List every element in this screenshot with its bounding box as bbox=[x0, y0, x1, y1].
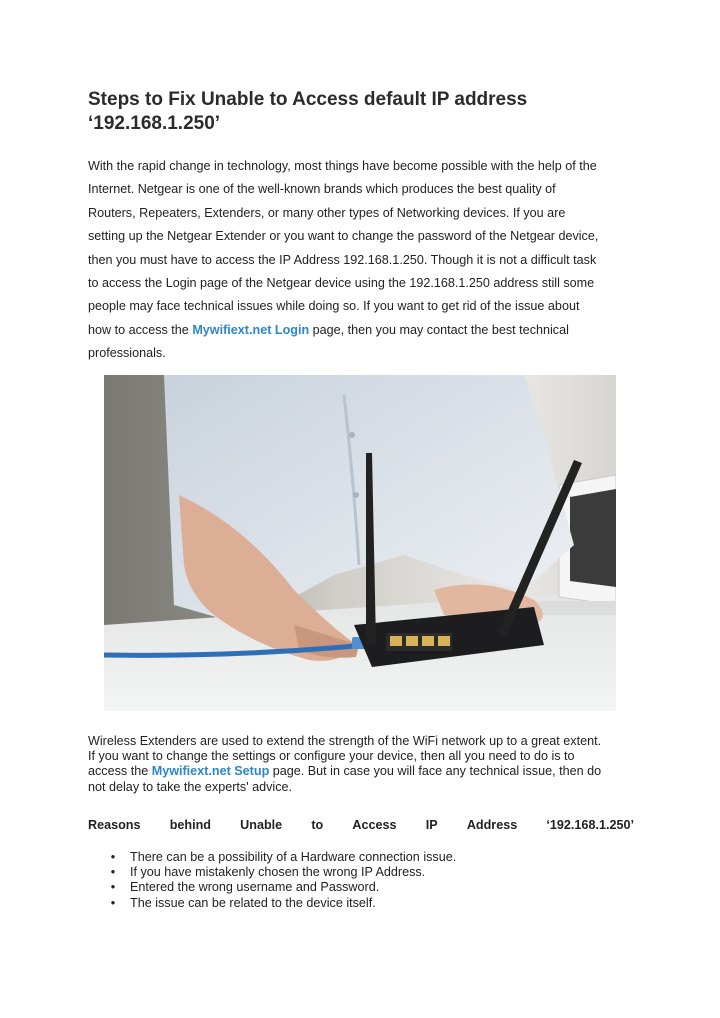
heading-word: IP bbox=[425, 818, 438, 832]
list-item-text: If you have mistakenly chosen the wrong IP Address. bbox=[130, 865, 426, 880]
page-title-line-1: Steps to Fix Unable to Access default IP address bbox=[88, 89, 528, 110]
bullet-icon: • bbox=[110, 895, 116, 910]
list-item-text: There can be a possibility of a Hardware connection issue. bbox=[130, 850, 457, 864]
intro-line: then you must have to access the IP Address 192.168.1.250. Though it is not a difficult task bbox=[88, 252, 597, 267]
heading-word: Unable bbox=[240, 818, 283, 832]
intro-text: how to access the bbox=[88, 322, 193, 337]
bullet-icon: • bbox=[110, 880, 116, 895]
para2-line: not delay to take the experts' advice. bbox=[88, 779, 293, 794]
para2-text: access the bbox=[88, 764, 152, 779]
intro-line-with-link bbox=[88, 319, 648, 342]
intro-line: Internet. Netgear is one of the well-known brands which produces the best quality of bbox=[88, 182, 556, 197]
page-title-line-2: ‘192.168.1.250’ bbox=[88, 113, 221, 134]
heading-word: behind bbox=[169, 818, 211, 832]
list-item bbox=[108, 850, 456, 865]
bullet-icon: • bbox=[110, 865, 116, 880]
page-title bbox=[88, 88, 648, 136]
list-item bbox=[108, 896, 456, 911]
list-item-text: Entered the wrong username and Password. bbox=[130, 880, 380, 895]
para2-line-with-link bbox=[88, 764, 634, 779]
list-item-text: The issue can be related to the device itself. bbox=[130, 895, 376, 910]
intro-line: professionals. bbox=[88, 346, 166, 361]
list-item bbox=[108, 865, 456, 880]
heading-word: Access bbox=[352, 818, 397, 832]
heading-word: Reasons bbox=[88, 818, 141, 832]
intro-paragraph bbox=[88, 155, 648, 366]
list-item bbox=[108, 880, 456, 895]
heading-word: ‘192.168.1.250’ bbox=[546, 818, 634, 832]
mywifiext-setup-link[interactable]: Mywifiext.net Setup bbox=[151, 764, 270, 779]
para2-text: page. But in case you will face any technical issue, then do bbox=[269, 764, 602, 779]
intro-line: Routers, Repeaters, Extenders, or many other types of Networking devices. If you are bbox=[88, 205, 566, 220]
mywifiext-login-link[interactable]: Mywifiext.net Login bbox=[192, 322, 310, 337]
intro-text: page, then you may contact the best technical bbox=[309, 322, 569, 337]
extender-paragraph bbox=[88, 734, 634, 795]
heading-word: to bbox=[311, 818, 324, 832]
reasons-heading bbox=[88, 818, 634, 832]
intro-line: people may face technical issues while doing so. If you want to get rid of the issue about bbox=[88, 299, 580, 314]
reasons-list bbox=[108, 850, 456, 911]
intro-line: setting up the Netgear Extender or you want to change the password of the Netgear device, bbox=[88, 229, 599, 244]
router-photo bbox=[104, 375, 616, 711]
heading-word: Address bbox=[466, 818, 518, 832]
intro-line: With the rapid change in technology, most things have become possible with the help of the bbox=[88, 159, 597, 173]
bullet-icon: • bbox=[110, 850, 116, 864]
para2-line: If you want to change the settings or configure your device, then all you need to do is to bbox=[88, 749, 575, 764]
para2-line: Wireless Extenders are used to extend the strength of the WiFi network up to a great extent. bbox=[88, 734, 602, 748]
intro-line: to access the Login page of the Netgear device using the 192.168.1.250 address still some bbox=[88, 276, 595, 291]
